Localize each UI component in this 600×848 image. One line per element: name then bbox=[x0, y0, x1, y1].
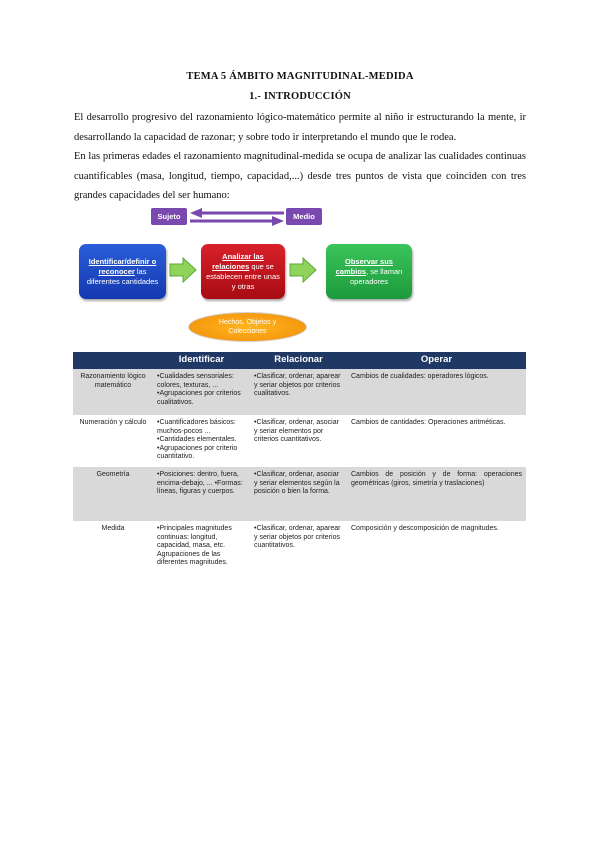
identify-box bbox=[79, 244, 166, 299]
table-header-row bbox=[73, 352, 526, 369]
right-arrow-icon bbox=[169, 257, 197, 283]
capabilities-table bbox=[73, 352, 526, 578]
table-cell: •Cualidades sensoriales: colores, texturas, ... •Agrupaciones por criterios cualitativos. bbox=[153, 369, 250, 415]
table-cell: •Clasificar, ordenar, asociar y seriar elementos según la posición o bien la forma. bbox=[250, 467, 347, 521]
table-cell: •Posiciones: dentro, fuera, encima-debajo, ... •Formas: líneas, figuras y cuerpos. bbox=[153, 467, 250, 521]
table-header-operar: Operar bbox=[347, 352, 526, 369]
right-arrow-icon bbox=[289, 257, 317, 283]
table-cell: Composición y descomposición de magnitudes. bbox=[347, 521, 526, 578]
table-cell: •Clasificar, ordenar, aparear y seriar objetos por criterios cualitativos. bbox=[250, 369, 347, 415]
relate-box-underlined: Analizar las relaciones bbox=[212, 251, 264, 271]
row-label: Medida bbox=[73, 521, 153, 578]
section-heading: 1.- INTRODUCCIÓN bbox=[249, 91, 351, 102]
table-cell: •Clasificar, ordenar, asociar y seriar elementos por criterios cuantitativos. bbox=[250, 415, 347, 467]
identify-box-underlined: Identificar/definir o reconocer bbox=[88, 256, 157, 276]
table-cell: •Clasificar, ordenar, aparear y seriar objetos por criterios cuantitativos. bbox=[250, 521, 347, 578]
relate-box-text: que se establecen entre unas y otras bbox=[206, 261, 280, 291]
table-cell: Cambios de posición y de forma: operaciones geométricas (giros, simetría y traslaciones) bbox=[347, 467, 526, 521]
subject-label: Sujeto bbox=[151, 208, 187, 225]
table-cell: •Cuantificadores básicos: muchos-pocos ... •Cantidades elementales. •Agrupaciones por criterio cuantitativo. bbox=[153, 415, 250, 467]
table-header-relacionar: Relacionar bbox=[250, 352, 347, 369]
row-label: Razonamiento lógico matemático bbox=[73, 369, 153, 415]
table-cell: Cambios de cantidades: Operaciones aritméticas. bbox=[347, 415, 526, 467]
bidirectional-arrows-icon bbox=[188, 206, 286, 228]
operate-box-text: , se llaman operadores bbox=[350, 266, 403, 286]
row-label: Geometría bbox=[73, 467, 153, 521]
table-cell: Cambios de cualidades: operadores lógicos. bbox=[347, 369, 526, 415]
identify-box-text: las diferentes cantidades bbox=[86, 266, 159, 286]
table-cell: •Principales magnitudes continuas: longitud, capacidad, masa, etc. Agrupaciones de las diferentes magnitudes. bbox=[153, 521, 250, 578]
intro-paragraph-1: El desarrollo progresivo del razonamiento lógico-matemático permite al niño ir estructurando la mente, ir desarrollando la capacidad de razonar; y sobre todo ir interpretando el mundo que le rodea. bbox=[74, 112, 526, 143]
facts-objects-oval: Hechos, Objetos y Colecciones bbox=[188, 312, 307, 342]
relate-box bbox=[201, 244, 285, 299]
intro-paragraph-2: En las primeras edades el razonamiento magnitudinal-medida se ocupa de analizar las cualidades continuas cuantificables (masa, longitud, tiempo, capacidad,...) desde tres puntos de vista que coinciden con tres grandes capacidades del ser humano: bbox=[74, 151, 526, 201]
table-header-identificar: Identificar bbox=[153, 352, 250, 369]
medium-label: Medio bbox=[286, 208, 322, 225]
table-row bbox=[73, 415, 526, 467]
page-title: TEMA 5 ÁMBITO MAGNITUDINAL-MEDIDA bbox=[186, 71, 414, 82]
operate-box-underlined: Observar sus cambios bbox=[335, 256, 393, 276]
table-row bbox=[73, 467, 526, 521]
table-row bbox=[73, 521, 526, 578]
operate-box bbox=[326, 244, 412, 299]
table-row bbox=[73, 369, 526, 415]
row-label: Numeración y cálculo bbox=[73, 415, 153, 467]
table-header-empty bbox=[73, 352, 153, 369]
